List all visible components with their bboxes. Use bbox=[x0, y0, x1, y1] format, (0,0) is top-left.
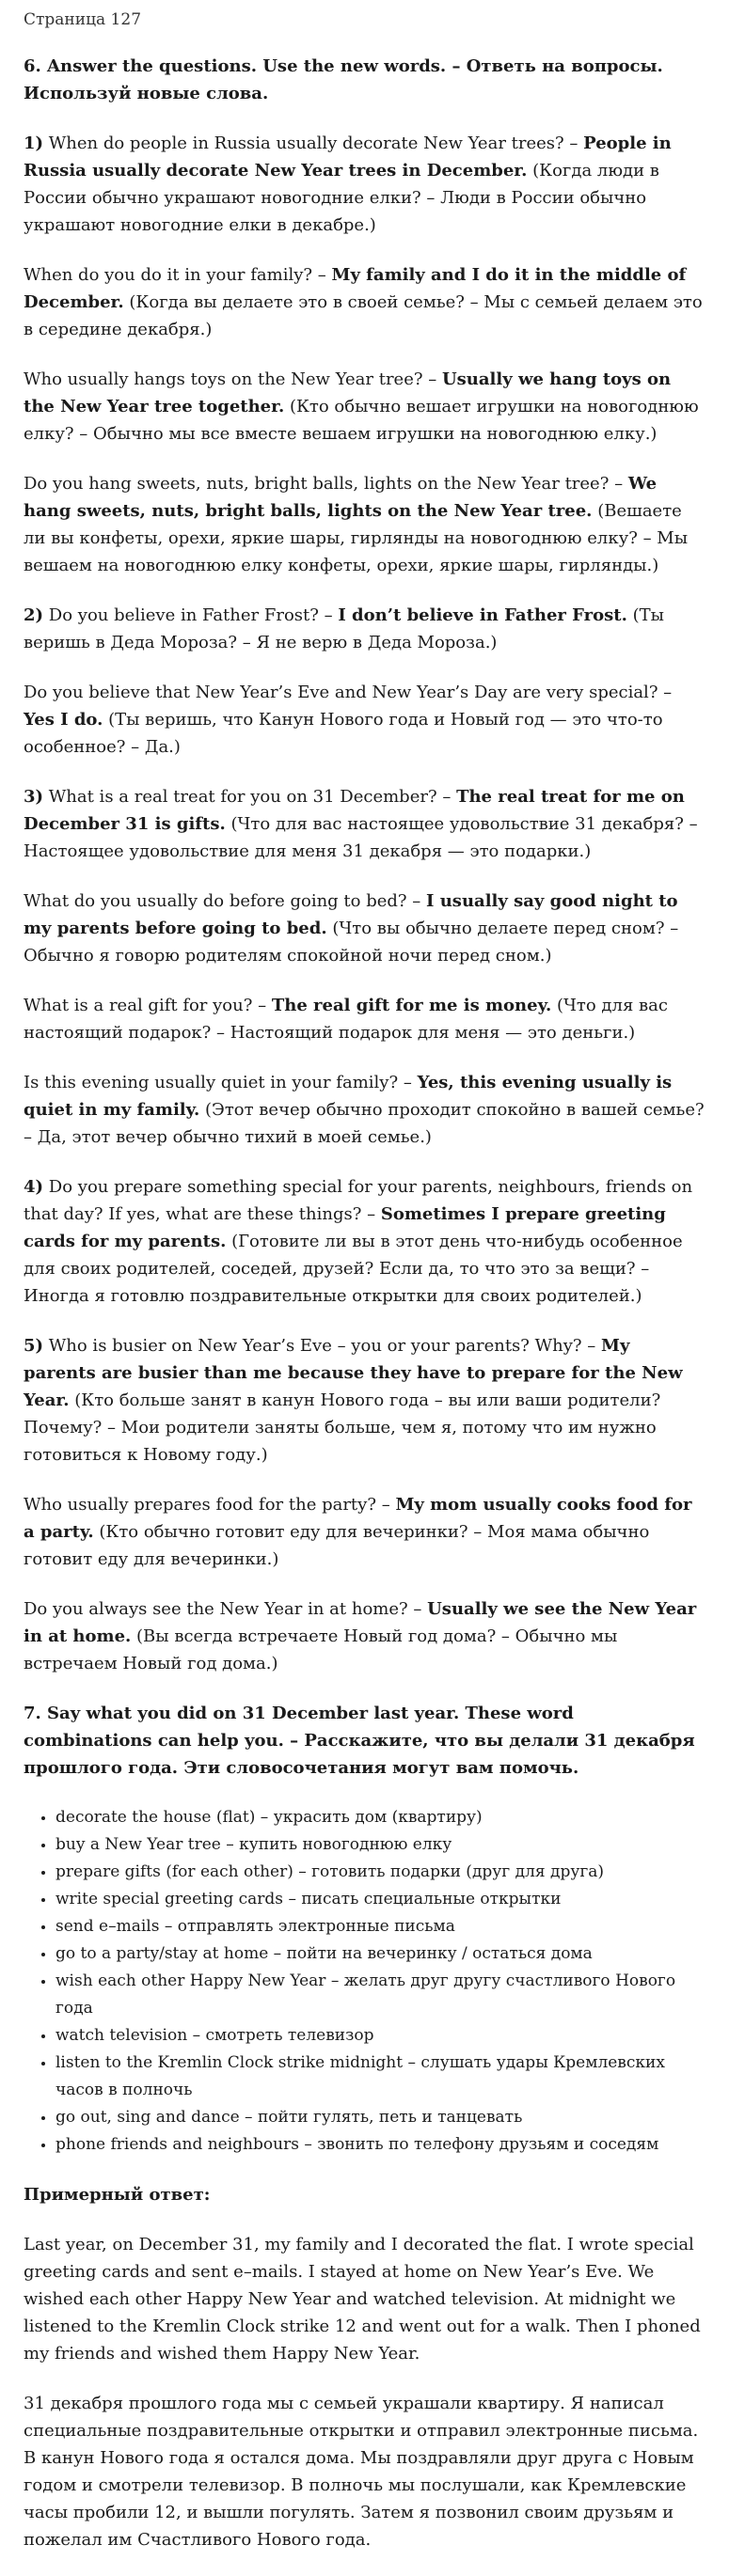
answer-text: My family and I do it in the middle of December. bbox=[24, 265, 687, 312]
qa-item bbox=[24, 366, 705, 448]
list-item: • buy a New Year tree – купить новогоднюю елку bbox=[55, 1831, 705, 1859]
qa-item bbox=[24, 1332, 705, 1469]
qa-item bbox=[24, 470, 705, 579]
translation-text: (Когда вы делаете это в своей семье? – Мы с семьей делаем это в середине декабря.) bbox=[24, 292, 703, 339]
answer-text: My mom usually cooks food for a party. bbox=[24, 1495, 692, 1542]
translation-text: (Вы всегда встречаете Новый год дома? – Обычно мы встречаем Новый год дома.) bbox=[24, 1626, 618, 1673]
answer-text: Yes I do. bbox=[24, 710, 103, 730]
translation-text: (Кто обычно готовит еду для вечеринки? – Моя мама обычно готовит еду для вечеринки.) bbox=[24, 1522, 650, 1569]
list-item: • write special greeting cards – писать специальные открытки bbox=[55, 1886, 705, 1913]
list-item: • go out, sing and dance – пойти гулять, петь и танцевать bbox=[55, 2104, 705, 2131]
question-number: 5) bbox=[24, 1336, 44, 1356]
list-item: • prepare gifts (for each other) – готовить подарки (друг для друга) bbox=[55, 1859, 705, 1886]
answer-text: We hang sweets, nuts, bright balls, lights on the New Year tree. bbox=[24, 474, 658, 521]
sample-answer-russian: 31 декабря прошлого года мы с семьей украшали квартиру. Я написал специальные поздравительные открытки и отправил электронные письма. В канун Нового года я остался дома. Мы поздравляли друг друга с Новым годом и смотрели телевизор. В полночь мы послушали, как Кремлевские часы пробили 12, и вышли погулять. Затем я позвонил своим друзьям и пожелал им Счастливого Нового года. bbox=[24, 2394, 699, 2550]
qa-item bbox=[24, 887, 705, 969]
qa-list bbox=[24, 130, 705, 1677]
exercise-6 bbox=[24, 53, 705, 1677]
translation-text: (Кто больше занят в канун Нового года – вы или ваши родители? Почему? – Мои родители заняты больше, чем я, потому что им нужно готовиться к Новому году.) bbox=[24, 1390, 661, 1465]
qa-item bbox=[24, 992, 705, 1046]
question-text: When do people in Russia usually decorate New Year trees? – bbox=[48, 134, 578, 153]
question-text: Who usually prepares food for the party? – bbox=[24, 1495, 390, 1515]
answer-text: Usually we hang toys on the New Year tree together. bbox=[24, 369, 672, 416]
translation-text: (Готовите ли вы в этот день что-нибудь особенное для своих родителей, соседей, друзей? Если да, то что это за вещи? – Иногда я готовлю поздравительные открытки для своих родителей.) bbox=[24, 1232, 683, 1306]
list-item: • wish each other Happy New Year – желать друг другу счастливого Нового года bbox=[55, 1968, 705, 2022]
question-text: Do you believe that New Year’s Eve and New Year’s Day are very special? – bbox=[24, 683, 673, 702]
translation-text: (Когда люди в России обычно украшают новогодние елки? – Люди в России обычно украшают новогодние елки в декабре.) bbox=[24, 161, 659, 235]
page-number: Страница 127 bbox=[24, 10, 142, 29]
translation-text: (Ты веришь, что Канун Нового года и Новый год — это что-то особенное? – Да.) bbox=[24, 710, 663, 757]
list-item: • send e–mails – отправлять электронные письма bbox=[55, 1913, 705, 1940]
list-item: • watch television – смотреть телевизор bbox=[55, 2022, 705, 2050]
question-text: Who usually hangs toys on the New Year tree? – bbox=[24, 369, 437, 389]
answer-text: Yes, this evening usually is quiet in my family. bbox=[24, 1073, 673, 1120]
qa-item bbox=[24, 130, 705, 239]
translation-text: (Кто обычно вешает игрушки на новогоднюю елку? – Обычно мы все вместе вешаем игрушки на новогоднюю елку.) bbox=[24, 397, 699, 444]
word-combinations-list bbox=[24, 1804, 705, 2159]
sample-answer-english: Last year, on December 31, my family and I decorated the flat. I wrote special greeting cards and sent e–mails. I stayed at home on New Year’s Eve. We wished each other Happy New Year and watched television. At midnight we listened to the Kremlin Clock strike 12 and went out for a walk. Then I phoned my friends and wished them Happy New Year. bbox=[24, 2235, 701, 2364]
qa-item bbox=[24, 261, 705, 343]
exercise-7 bbox=[24, 1700, 705, 2553]
question-text: What is a real treat for you on 31 December? – bbox=[48, 787, 452, 807]
answer-text: I usually say good night to my parents before going to bed. bbox=[24, 891, 678, 938]
answer-text: The real treat for me on December 31 is gifts. bbox=[24, 787, 685, 834]
list-item: • decorate the house (flat) – украсить дом (квартиру) bbox=[55, 1804, 705, 1831]
question-text: Do you prepare something special for your parents, neighbours, friends on that day? If yes, what are these things? – bbox=[24, 1177, 693, 1224]
list-item: • go to a party/stay at home – пойти на вечеринку / остаться дома bbox=[55, 1940, 705, 1968]
qa-item bbox=[24, 679, 705, 761]
question-number: 1) bbox=[24, 134, 44, 153]
translation-text: (Что для вас настоящий подарок? – Настоящий подарок для меня — это деньги.) bbox=[24, 996, 668, 1043]
translation-text: (Этот вечер обычно проходит спокойно в вашей семье? – Да, этот вечер обычно тихий в моей семье.) bbox=[24, 1100, 705, 1147]
question-number: 2) bbox=[24, 605, 44, 625]
sample-answer-label: Примерный ответ: bbox=[24, 2185, 211, 2205]
question-text: What is a real gift for you? – bbox=[24, 996, 267, 1015]
question-text: Do you believe in Father Frost? – bbox=[48, 605, 333, 625]
qa-item bbox=[24, 1595, 705, 1677]
translation-text: (Ты веришь в Деда Мороза? – Я не верю в Деда Мороза.) bbox=[24, 605, 664, 652]
question-text: Is this evening usually quiet in your family? – bbox=[24, 1073, 412, 1092]
question-text: Who is busier on New Year’s Eve – you or your parents? Why? – bbox=[48, 1336, 596, 1356]
qa-item bbox=[24, 602, 705, 656]
list-item: • listen to the Kremlin Clock strike midnight – слушать удары Кремлевских часов в полночь bbox=[55, 2050, 705, 2104]
question-text: When do you do it in your family? – bbox=[24, 265, 326, 285]
question-number: 3) bbox=[24, 787, 44, 807]
answer-text: My parents are busier than me because they have to prepare for the New Year. bbox=[24, 1336, 683, 1410]
answer-text: The real gift for me is money. bbox=[271, 996, 552, 1015]
translation-text: (Вешаете ли вы конфеты, орехи, яркие шары, гирлянды на новогоднюю елку? – Мы вешаем на новогоднюю елку конфеты, орехи, яркие шары, гирлянды.) bbox=[24, 501, 689, 575]
answer-text: People in Russia usually decorate New Year trees in December. bbox=[24, 134, 672, 181]
answer-text: Sometimes I prepare greeting cards for my parents. bbox=[24, 1204, 666, 1251]
exercise-7-heading: 7. Say what you did on 31 December last year. These word combinations can help you. – Расскажите, что вы делали 31 декабря прошлого года. Эти словосочетания могут вам помочь. bbox=[24, 1704, 695, 1778]
qa-item bbox=[24, 1173, 705, 1310]
translation-text: (Что для вас настоящее удовольствие 31 декабря? – Настоящее удовольствие для меня 31 декабря — это подарки.) bbox=[24, 814, 698, 861]
qa-item bbox=[24, 783, 705, 865]
question-text: Do you always see the New Year in at home? – bbox=[24, 1599, 422, 1619]
question-text: Do you hang sweets, nuts, bright balls, lights on the New Year tree? – bbox=[24, 474, 624, 494]
answer-text: Usually we see the New Year in at home. bbox=[24, 1599, 697, 1646]
qa-item bbox=[24, 1069, 705, 1151]
qa-item bbox=[24, 1491, 705, 1573]
question-number: 4) bbox=[24, 1177, 44, 1197]
list-item: • phone friends and neighbours – звонить по телефону друзьям и соседям bbox=[55, 2131, 705, 2159]
question-text: What do you usually do before going to bed? – bbox=[24, 891, 421, 911]
exercise-6-heading: 6. Answer the questions. Use the new words. – Ответь на вопросы. Используй новые слова. bbox=[24, 56, 663, 103]
translation-text: (Что вы обычно делаете перед сном? – Обычно я говорю родителям спокойной ночи перед сном.) bbox=[24, 919, 679, 966]
answer-text: I don’t believe in Father Frost. bbox=[338, 605, 627, 625]
